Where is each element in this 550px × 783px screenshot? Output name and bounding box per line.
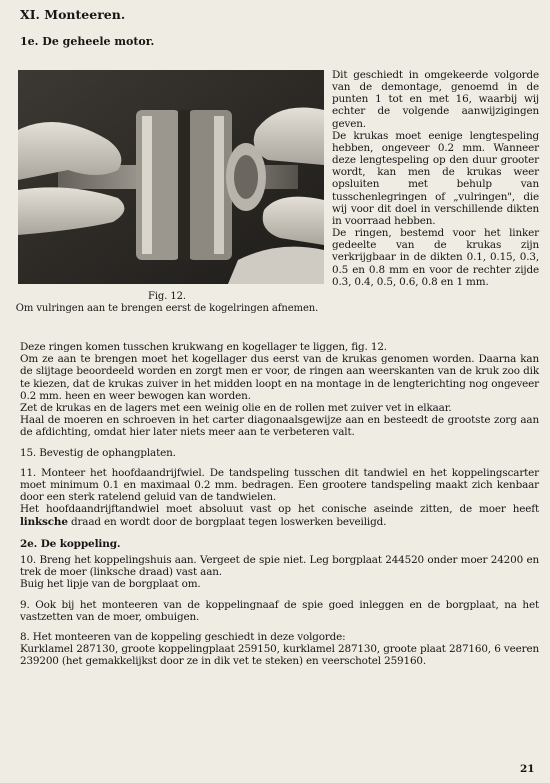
figure-caption-text: Om vulringen aan te brengen eerst de kogelringen afnemen. (15, 302, 319, 314)
paragraph: Deze ringen komen tusschen krukwang en kogellager te liggen, fig. 12. (20, 341, 387, 353)
paragraph: Zet de krukas en de lagers met een weinig olie en de rollen met zuiver vet in elkaar. (20, 402, 452, 415)
section-title-clutch: 2e. De koppeling. (20, 537, 121, 550)
section-title-engine: 1e. De geheele motor. (20, 35, 155, 48)
paragraph-step-10: 10. Breng het koppelingshuis aan. Vergeet de spie niet. Leg borgplaat 244520 onder moer 24200 en trek de moer (linksche draad) vast aan. (20, 554, 539, 579)
figure-photo (18, 70, 324, 284)
paragraph-step-11: 11. Monteer het hoofdaandrijfwiel. De tandspeling tusschen dit tandwiel en het koppelingscarter moet minimum 0.1 en maximaal 0.2 mm. bedragen. Een grootere tandspeling maakt zich kenbaar door een sterk ratelend geluid van de tandwielen. (20, 466, 539, 504)
chapter-title: XI. Monteeren. (20, 7, 126, 22)
paragraph: Haal de moeren en schroeven in het carter diagonaalsgewijze aan en besteedt de grootste zorg aan de afdichting, omdat hier later niets meer aan te verbeteren valt. (20, 414, 539, 439)
page-number: 21 (520, 763, 535, 775)
figure-label: Fig. 12. (148, 291, 186, 302)
figure-caption (6, 291, 328, 314)
right-paragraph: De krukas moet eenige lengtespeling hebben, ongeveer 0.2 mm. Wanneer deze lengtespeling op den duur grooter wordt, kan men de krukas weer opsluiten met behulp van tusschenlegringen of „vulringen", die wij voor dit doel in verschillende dikten in voorraad hebben. (332, 129, 539, 227)
paragraph-step-8-continued: Kurklamel 287130, groote koppelingplaat 259150, kurklamel 287130, groote plaat 287160, 6 veeren 239200 (het gemakkelijkst door ze in dik vet te steken) en veerschotel 259160. (20, 643, 539, 668)
emphasis-linksche: linksche (20, 515, 68, 528)
main-body-text (20, 341, 539, 668)
paragraph-step-8: 8. Het monteeren van de koppeling geschiedt in deze volgorde: (20, 631, 346, 644)
right-paragraph: De ringen, bestemd voor het linker gedeelte van de krukas zijn verkrijgbaar in de dikten 0.1, 0.15, 0.3, 0.5 en 0.8 mm en voor de rechter zijde 0.3, 0.4, 0.5, 0.6, 0.8 en 1 mm. (332, 227, 539, 288)
paragraph-step-15: 15. Bevestig de ophangplaten. (20, 446, 176, 459)
paragraph-step-11-continued: Het hoofdaandrijftandwiel moet absoluut vast op het conische aseinde zitten, de moer heeft linksche draad en wordt door de borgplaat tegen loswerken beveiligd. (20, 503, 539, 528)
right-column-text (332, 69, 539, 288)
paragraph: Om ze aan te brengen moet het kogellager dus eerst van de krukas genomen worden. Daarna kan de slijtage beoordeeld worden en zorgt men er voor, de ringen aan weerskanten van de kruk zoo dik te kiezen, dat de krukas zuiver in het midden loopt en na montage in de lengterichting nog ongeveer 0.2 mm. heen en weer bewogen kan worden. (20, 353, 539, 402)
right-paragraph: Dit geschiedt in omgekeerde volgorde van de demontage, genoemd in de punten 1 tot en met 16, waarbij wij echter de volgende aanwijzigingen geven. (332, 69, 539, 130)
paragraph-step-9: 9. Ook bij het monteeren van de koppelingnaaf de spie goed inleggen en de borgplaat, na het vastzetten van de moer, ombuigen. (20, 598, 539, 623)
paragraph-step-10-continued: Buig het lipje van de borgplaat om. (20, 578, 201, 591)
crankshaft-photo-illustration (18, 70, 324, 284)
